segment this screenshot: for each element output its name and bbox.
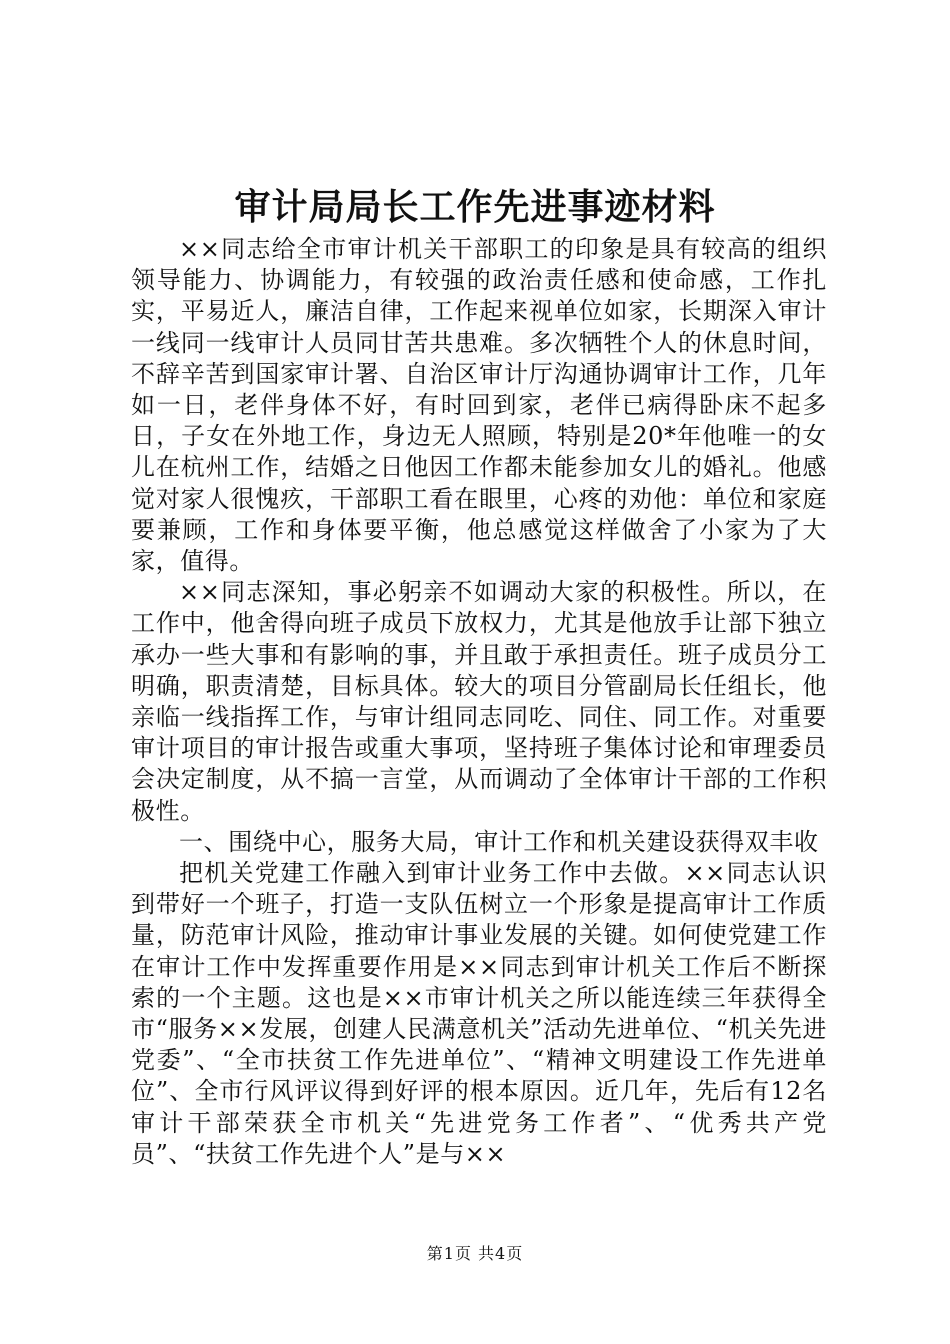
- paragraph-2: ××同志深知，事必躬亲不如调动大家的积极性。所以，在工作中，他舍得向班子成员下放权力，尤其是他放手让部下独立承办一些大事和有影响的事，并且敢于承担责任。班子成员分工明确，职责清楚，目标具体。较大的项目分管副局长任组长，他亲临一线指挥工作，与审计组同志同吃、同住、同工作。对重要审计项目的审计报告或重大事项，坚持班子集体讨论和审理委员会决定制度，从不搞一言堂，从而调动了全体审计干部的工作积极性。: [131, 578, 827, 825]
- page-title: 审计局局长工作先进事迹材料: [234, 187, 716, 228]
- page-number-footer: 第1页 共4页: [426, 1244, 524, 1263]
- section-heading-1: 一、围绕中心，服务大局，审计工作和机关建设获得双丰收: [179, 827, 819, 856]
- paragraph-3: 把机关党建工作融入到审计业务工作中去做。××同志认识到带好一个班子，打造一支队伍树立一个形象是提高审计工作质量，防范审计风险，推动审计事业发展的关键。如何使党建工作在审计工作中发挥重要作用是××同志到审计机关工作后不断探索的一个主题。这也是××市审计机关之所以能连续三年获得全市“服务××发展，创建人民满意机关”活动先进单位、“机关先进党委”、“全市扶贫工作先进单位”、“精神文明建设工作先进单位”、全市行风评议得到好评的根本原因。近几年，先后有12名审计干部荣获全市机关“先进党务工作者”、“优秀共产党员”、“扶贫工作先进个人”是与××: [131, 859, 827, 1168]
- paragraph-1: ××同志给全市审计机关干部职工的印象是具有较高的组织领导能力、协调能力，有较强的政治责任感和使命感，工作扎实，平易近人，廉洁自律，工作起来视单位如家，长期深入审计一线同一线审计人员同甘苦共患难。多次牺牲个人的休息时间，不辞辛苦到国家审计署、自治区审计厅沟通协调审计工作，几年如一日，老伴身体不好，有时回到家，老伴已病得卧床不起多日，子女在外地工作，身边无人照顾，特别是20*年他唯一的女儿在杭州工作，结婚之日他因工作都未能参加女儿的婚礼。他感觉对家人很愧疚，干部职工看在眼里，心疼的劝他：单位和家庭要兼顾，工作和身体要平衡，他总感觉这样做舍了小家为了大家，值得。: [131, 235, 827, 576]
- document-body: [131, 234, 827, 1170]
